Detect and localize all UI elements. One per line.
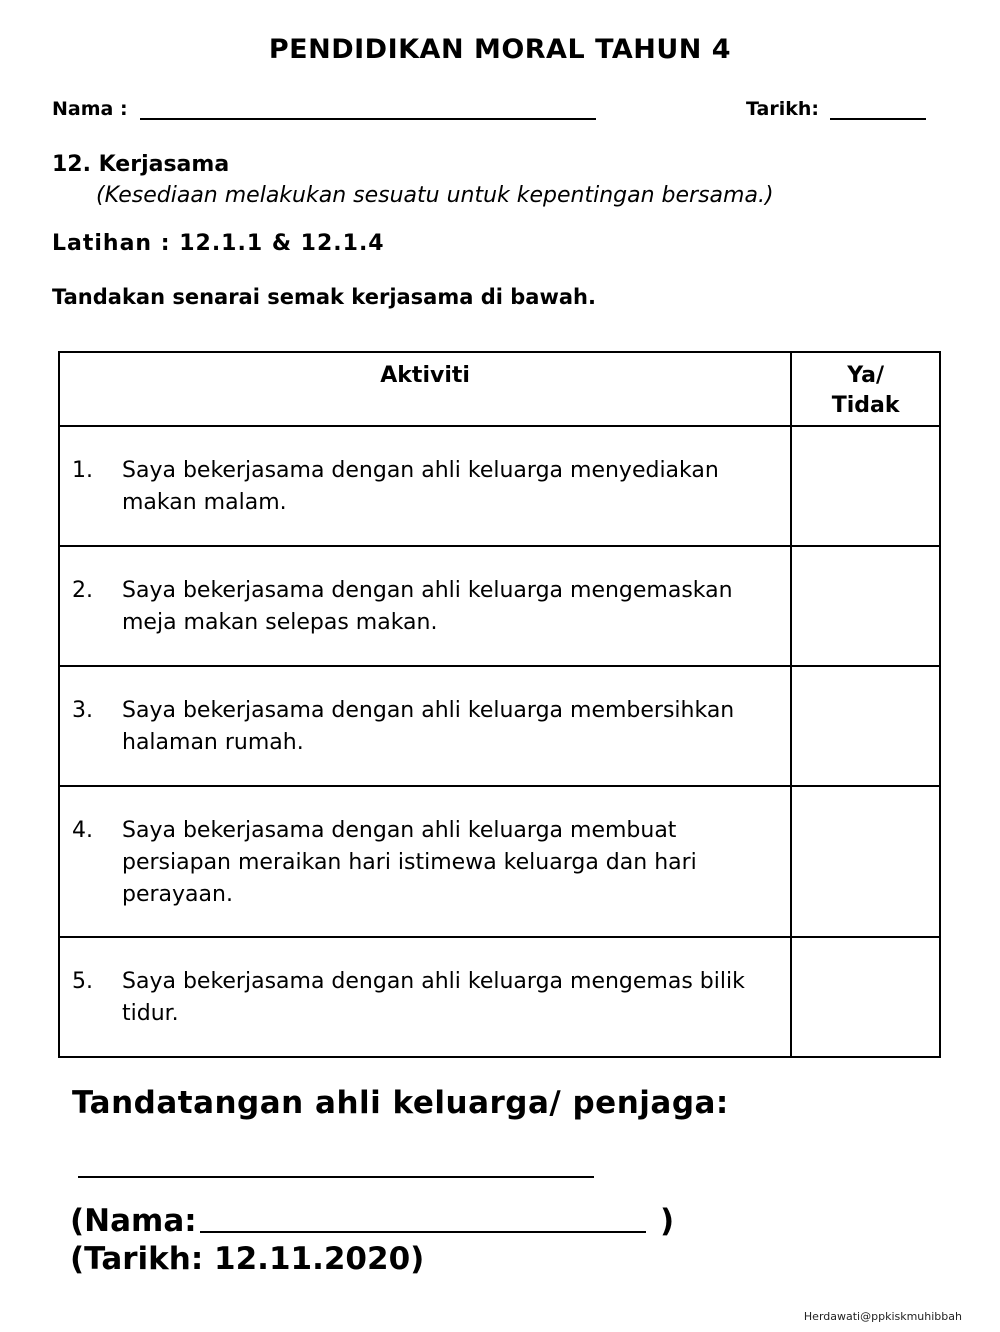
signature-name-row bbox=[70, 1203, 690, 1243]
table-header-row bbox=[59, 352, 940, 426]
activity-number: 5. bbox=[72, 969, 93, 994]
name-date-row bbox=[52, 98, 927, 124]
answer-cell[interactable] bbox=[791, 666, 940, 786]
activity-text: Saya bekerjasama dengan ahli keluarga membersihkan halaman rumah. bbox=[122, 698, 735, 755]
activity-cell bbox=[59, 786, 791, 937]
table-row bbox=[59, 786, 940, 937]
answer-cell[interactable] bbox=[791, 426, 940, 546]
table-row bbox=[59, 546, 940, 666]
activity-cell bbox=[59, 666, 791, 786]
header-activity: Aktiviti bbox=[59, 352, 791, 426]
signature-field[interactable] bbox=[78, 1176, 594, 1178]
nama-field[interactable] bbox=[140, 118, 596, 120]
activity-cell bbox=[59, 426, 791, 546]
signature-name-close: ) bbox=[660, 1203, 675, 1239]
activity-number: 2. bbox=[72, 578, 93, 603]
page-title: PENDIDIKAN MORAL TAHUN 4 bbox=[268, 34, 732, 65]
table-row bbox=[59, 426, 940, 546]
tarikh-field[interactable] bbox=[830, 118, 926, 120]
activity-number: 1. bbox=[72, 458, 93, 483]
checklist-table bbox=[58, 351, 941, 1058]
header-yes-no bbox=[791, 352, 940, 426]
signature-name-field[interactable] bbox=[200, 1231, 646, 1233]
footer-credit: Herdawati@ppkiskmuhibbah bbox=[803, 1310, 962, 1323]
table-row bbox=[59, 937, 940, 1057]
activity-text: Saya bekerjasama dengan ahli keluarga mengemas bilik tidur. bbox=[122, 969, 745, 1026]
table-row bbox=[59, 666, 940, 786]
activity-cell bbox=[59, 546, 791, 666]
answer-cell[interactable] bbox=[791, 546, 940, 666]
activity-number: 3. bbox=[72, 698, 93, 723]
header-yes-no-text: Ya/ Tidak bbox=[831, 363, 900, 418]
nama-label: Nama : bbox=[52, 98, 128, 120]
instruction-text: Tandakan senarai semak kerjasama di bawah. bbox=[52, 285, 596, 309]
activity-text: Saya bekerjasama dengan ahli keluarga menyediakan makan malam. bbox=[122, 458, 719, 515]
activity-text: Saya bekerjasama dengan ahli keluarga mengemaskan meja makan selepas makan. bbox=[122, 578, 733, 635]
section-subtitle: (Kesediaan melakukan sesuatu untuk kepentingan bersama.) bbox=[96, 183, 774, 208]
signature-date: (Tarikh: 12.11.2020) bbox=[70, 1241, 425, 1277]
tarikh-label: Tarikh: bbox=[746, 98, 819, 120]
section-title: 12. Kerjasama bbox=[52, 152, 230, 177]
signature-title: Tandatangan ahli keluarga/ penjaga: bbox=[72, 1085, 729, 1121]
answer-cell[interactable] bbox=[791, 937, 940, 1057]
signature-name-label: (Nama: bbox=[70, 1203, 197, 1239]
activity-text: Saya bekerjasama dengan ahli keluarga membuat persiapan meraikan hari istimewa keluarga dan hari perayaan. bbox=[122, 818, 697, 907]
answer-cell[interactable] bbox=[791, 786, 940, 937]
activity-cell bbox=[59, 937, 791, 1057]
latihan-label: Latihan : 12.1.1 & 12.1.4 bbox=[52, 231, 385, 256]
activity-number: 4. bbox=[72, 818, 93, 843]
